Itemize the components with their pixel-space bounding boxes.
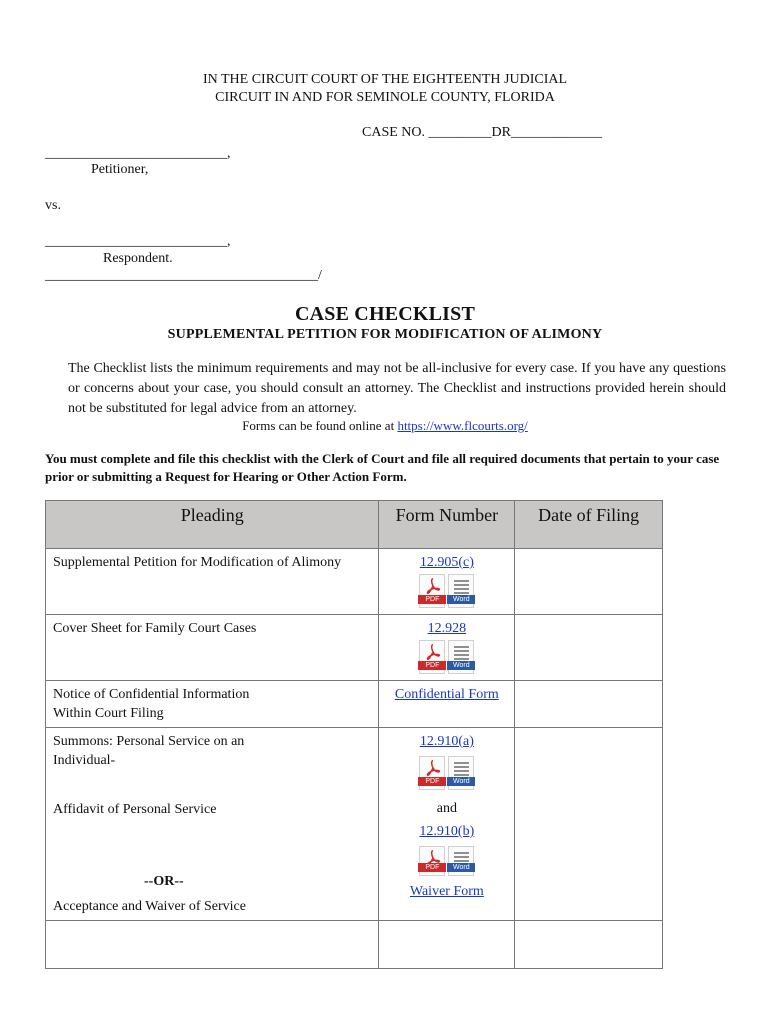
case-number: CASE NO. _________DR_____________ [362,125,602,140]
download-icons [386,756,507,792]
table-row [46,615,663,681]
pleading-line: Individual- [53,753,116,768]
respondent-line: __________________________, [45,234,231,249]
petitioner-line: __________________________, [45,146,231,161]
download-icons [386,640,507,676]
table-row [46,728,663,921]
petitioner-label: Petitioner, [91,162,149,177]
table-row [46,921,663,969]
form-cell [379,681,515,728]
pleading-cell: Cover Sheet for Family Court Cases [46,615,379,681]
form-cell[interactable] [379,921,515,969]
pdf-icon[interactable]: PDF [419,846,445,876]
header-date-of-filing: Date of Filing [515,501,663,549]
pleading-cell [46,728,379,921]
pleading-cell: Supplemental Petition for Modification of Alimony [46,549,379,615]
header-form-number: Form Number [379,501,515,549]
pdf-icon[interactable]: PDF [419,640,445,674]
form-link-12-910a[interactable]: 12.910(a) [419,734,474,749]
pleading-line: Notice of Confidential Information [53,687,250,702]
form-cell [379,728,515,921]
form-cell [379,549,515,615]
page-subtitle: SUPPLEMENTAL PETITION FOR MODIFICATION OF ALIMONY [167,327,603,342]
checklist-table [45,500,663,969]
pleading-cell [46,681,379,728]
court-line-2: CIRCUIT IN AND FOR SEMINOLE COUNTY, FLORIDA [215,90,555,105]
or-separator: --OR-- [144,874,184,889]
pdf-icon[interactable]: PDF [419,574,445,608]
word-doc-icon[interactable]: Word [448,574,474,608]
header-pleading: Pleading [46,501,379,549]
flcourts-link[interactable]: https://www.flcourts.org/ [397,418,528,433]
download-icons [386,574,507,610]
court-line-1: IN THE CIRCUIT COURT OF THE EIGHTEENTH JUDICIAL [202,72,568,87]
form-link-12-905c[interactable]: 12.905(c) [419,555,474,570]
table-row [46,681,663,728]
versus-label: vs. [45,198,61,213]
filing-instruction: You must complete and file this checklist with the Clerk of Court and file all required documents that pertain to your case prior or submitting a Request for Hearing or Other Action Form. [45,451,720,484]
table-row [46,549,663,615]
date-cell[interactable] [515,681,663,728]
pleading-affidavit: Affidavit of Personal Service [53,802,217,817]
word-doc-icon[interactable]: Word [448,640,474,674]
pleading-line: Within Court Filing [53,706,164,721]
date-cell[interactable] [515,728,663,921]
page-title: CASE CHECKLIST [294,303,476,325]
word-doc-icon[interactable]: Word [448,756,474,790]
pleading-acceptance: Acceptance and Waiver of Service [53,899,246,914]
download-icons [386,846,507,878]
date-cell[interactable] [515,615,663,681]
forms-online-line [0,418,770,434]
and-label: and [436,801,457,816]
word-doc-icon[interactable]: Word [448,846,474,876]
closing-line: _______________________________________/ [45,268,322,283]
pleading-line: Summons: Personal Service on an [53,734,245,749]
form-cell [379,615,515,681]
intro-paragraph: The Checklist lists the minimum requirements and may not be all-inclusive for every case. If you have any questions or concerns about your case, you should consult an attorney. The Checklist and instructions provided herein should not be substituted for legal advice from an attorney. [68,361,726,416]
forms-online-text: Forms can be found online at [242,418,398,433]
table-header-row [46,501,663,549]
court-caption [0,71,770,107]
waiver-form-link[interactable]: Waiver Form [409,884,484,899]
respondent-label: Respondent. [103,251,173,266]
pdf-icon[interactable]: PDF [419,756,445,790]
pleading-cell[interactable] [46,921,379,969]
date-cell[interactable] [515,921,663,969]
confidential-form-link[interactable]: Confidential Form [394,687,499,702]
date-cell[interactable] [515,549,663,615]
form-link-12-910b[interactable]: 12.910(b) [419,824,475,839]
form-link-12-928[interactable]: 12.928 [427,621,467,636]
